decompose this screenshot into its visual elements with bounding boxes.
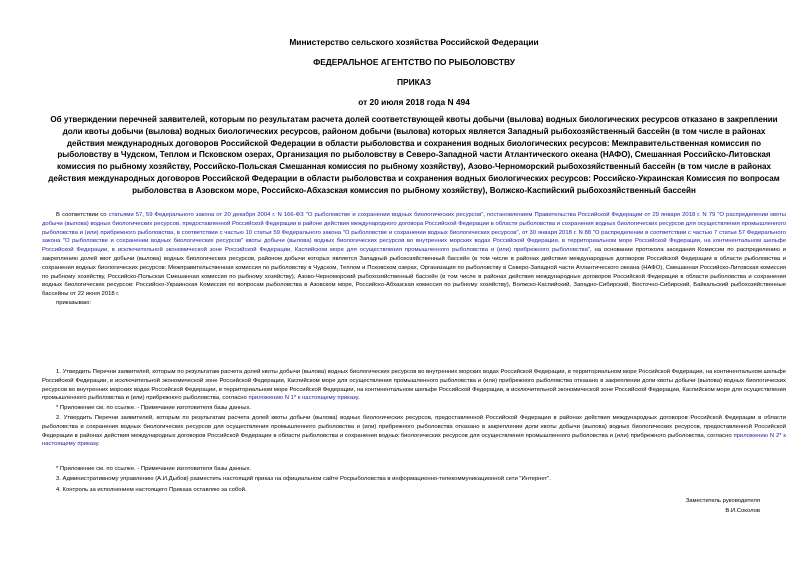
item-4-paragraph: 4. Контроль за исполнением настоящего Приказа оставляю за собой. <box>56 487 247 493</box>
appendix-1-link[interactable]: приложению N 1* к настоящему приказу <box>248 395 359 402</box>
order-word: приказываю: <box>56 299 92 306</box>
document-type: ПРИКАЗ <box>396 77 432 87</box>
item-1-paragraph <box>42 368 786 403</box>
item-1-text: 1. Утвердить Перечни заявителей, которым по результатам расчета долей квоты добычи (вылова) водных биологических ресурсов во внутренних морских водах Российской Федерации, в территориальном море Российской Федерации, на континентальном шельфе Российской Федерации, в исключительной экономической зоне Российской Федерации, Каспийском море для осуществления промышленного рыболовства и (или) прибрежного рыболовства отказано в закреплении доли квоты добычи (вылова) водных биологических ресурсов во внутренних морских водах Российской Федерации, в территориальном море Российской Федерации, на континентальном шельфе Российской Федерации, в исключительной экономической зоне Российской Федерации, Каспийском море для осуществления промышленного рыболовства и (или) прибрежного рыболовства, согласно <box>42 369 786 402</box>
government-decree-link[interactable]: постановлением Правительства Российской Федерации от 29 января 2018 г. N 79 "О распределении квоты добычи (вылова) водных биологических ресурсов, предоставленной Российской Федерации в районе действия международного договора Российской Федерации в области рыболовства и сохранения водных биологических ресурсов для осуществления промышленного рыболовства и (или) прибрежного рыболовства, в соответствии с частью 10 статьи 59 Федерального закона "О рыболовстве и сохранении водных биологических ресурсов", от 30 января 2018 г. N 88 "О распределении в соответствии с частью 7 статьи 57 Федерального закона "О рыболовстве и сохранении водных биологических ресурсов" квоты добычи (вылова) водных биологических ресурсов во внутренних морских водах Российской Федерации, в территориальном море Российской Федерации, на континентальном шельфе Российской Федерации, в исключительной экономической зоне Российской Федерации, Каспийском море для осуществления промышленного рыболовства и (или) прибрежного рыболовства" <box>42 212 786 254</box>
agency-name: ФЕДЕРАЛЬНОЕ АГЕНТСТВО ПО РЫБОЛОВСТВУ <box>313 57 515 67</box>
footnote-1: * Приложение см. по ссылке. - Примечание изготовителя базы данных. <box>56 405 252 411</box>
document-date-number: от 20 июля 2018 года N 494 <box>358 97 470 107</box>
item-1-end: . <box>358 395 360 402</box>
federal-law-link[interactable]: статьями 57, 59 Федерального закона от 20 декабря 2004 г. N 166-ФЗ "О рыболовстве и сохранении водных биологических ресурсов" <box>108 212 484 218</box>
footnote-2: * Приложение см. по ссылке. - Примечание изготовителя базы данных. <box>56 466 252 472</box>
preamble-separator: , <box>483 212 487 218</box>
appendix-2-link[interactable]: приложению N 2* к настоящему приказу <box>42 432 786 448</box>
item-2-end: . <box>98 441 100 448</box>
preamble-paragraph <box>42 211 786 308</box>
preamble-intro: В соответствии со <box>56 212 109 218</box>
signatory-name: В.И.Соколов <box>725 508 760 514</box>
item-3-paragraph: 3. Административному управлению (А.И.Дыбов) разместить настоящий приказ на официальном сайте Росрыболовства в информационно-телекоммуникационной сети "Интернет". <box>56 476 551 482</box>
preamble-rest: , на основании протокола заседания Комиссии по распределению и закреплению долей квот добычи (вылова) водных биологических ресурсов, районом добычи которых является Западный рыбохозяйственный бассейн (в том числе в районах действия международных договоров Российской Федерации в области рыболовства и сохранения водных биологических ресурсов: Межправительственная комиссия по рыболовству в Чудском, Теплом и Псковском озерах, Организация по рыболовству в Северо-Западной части Атлантического океана (НАФО), Смешанная Российско-Литовская комиссия по рыбному хозяйству, Российско-Польская Смешанная комиссия по рыбному хозяйству), Азово-Черноморский рыбохозяйственный бассейн (в том числе в районах действия международных договоров Российской Федерации в области рыболовства и сохранения водных биологических ресурсов: Российско-Украинская Комиссия по вопросам рыболовства в Азовском море, Российско-Абхазская комиссия по рыбному хозяйству), Волжско-Каспийский, Западно-Сибирский, Восточно-Сибирский, Байкальский рыбохозяйственные бассейны от 22 июня 2018 г. <box>42 247 786 298</box>
ministry-name: Министерство сельского хозяйства Российской Федерации <box>289 37 539 47</box>
item-2-text: 2. Утвердить Перечни заявителей, которым по результатам расчета долей квоты добычи (вылова) водных биологических ресурсов, предоставленной Российской Федерации в районах действия международных договоров Российской Федерации в области рыболовства и сохранения водных биологических ресурсов для осуществления промышленного рыболовства и (или) прибрежного рыболовства отказано в закреплении доли квоты добычи (вылова) водных биологических ресурсов, предоставленной Российской Федерации в районах действия международных договоров Российской Федерации в области рыболовства и сохранения водных биологических ресурсов для осуществления промышленного рыболовства и (или) прибрежного рыболовства, согласно <box>42 415 786 439</box>
item-2-paragraph <box>42 414 786 449</box>
document-title: Об утверждении перечней заявителей, которым по результатам расчета долей соответствующей квоты добычи (вылова) водных биологических ресурсов отказано в закреплении доли квоты добычи (вылова) водных биологических ресурсов, районом добычи (вылова) которых является Западный рыбохозяйственный бассейн (в том числе в районах действия международных договоров Российской Федерации в области рыболовства и сохранения водных биологических ресурсов: Межправительственная комиссия по рыболовству в Чудском, Теплом и Псковском озерах, Организация по рыболовству в Северо-Западной части Атлантического океана (НАФО), Смешанная Российско-Литовская комиссия по рыбному хозяйству, Российско-Польская Смешанная комиссия по рыбному хозяйству), Азово-Черноморский рыбохозяйственный бассейн (в том числе в районах действия международных договоров Российской Федерации в области рыболовства и сохранения водных биологических ресурсов: Российско-Украинская Комиссия по вопросам рыболовства в Азовском море, Российско-Абхазская комиссия по рыбному хозяйству), Волжско-Каспийский рыбохозяйственный бассейн <box>48 115 780 195</box>
signatory-position: Заместитель руководителя <box>685 498 760 504</box>
